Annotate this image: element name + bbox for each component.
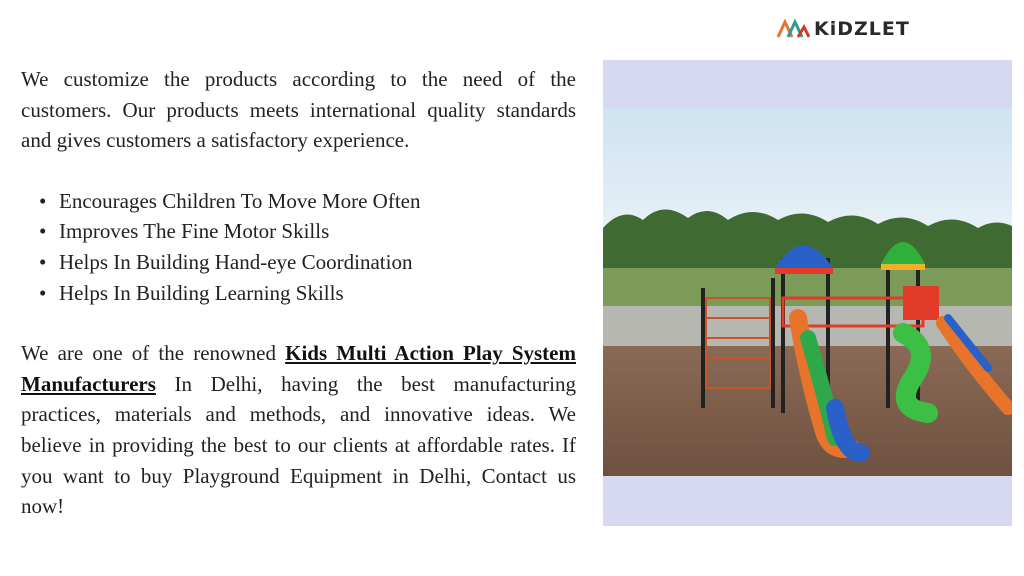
manufacturers-link[interactable]: Kids Multi Action Play System Manufacturers [21,341,576,396]
list-item: • Encourages Children To Move More Often [39,186,576,217]
about-lead-text: We are one of the renowned [21,341,286,366]
playground-photo [603,108,1012,476]
list-item: • Improves The Fine Motor Skills [39,216,576,247]
logo-text: KiDZLET [814,18,910,40]
brand-logo[interactable] [776,17,910,41]
list-item: • Helps In Building Learning Skills [39,278,576,309]
about-paragraph [21,338,576,522]
benefits-list [39,186,576,308]
main-content [21,64,576,522]
list-item: • Helps In Building Hand-eye Coordination [39,247,576,278]
kidzlet-logo-icon [776,19,810,39]
intro-paragraph: We customize the products according to the need of the customers. Our products meets international quality standards and gives customers a satisfactory experience. [21,67,576,153]
about-rest-text: In Delhi, having the best manufacturing practices, materials and methods, and innovative ideas. We believe in providing the best to our clients at affordable rates. If you want to buy Playground Equipment in Delhi, Contact us now! [21,371,576,519]
photo-frame [603,60,1012,526]
